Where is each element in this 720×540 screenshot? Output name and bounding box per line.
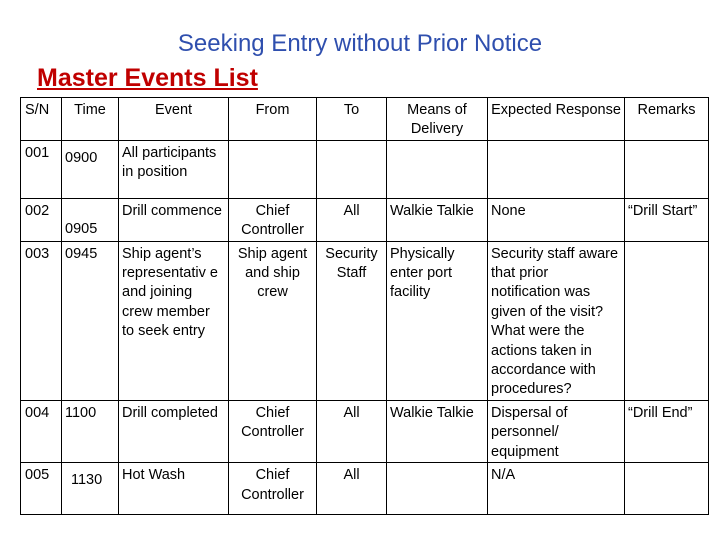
table-row	[21, 400, 709, 462]
cell-time: 1130	[62, 463, 119, 515]
section-title: Master Events List	[37, 64, 258, 92]
cell-means	[387, 463, 488, 515]
cell-means: Walkie Talkie	[387, 198, 488, 241]
cell-time: 0945	[62, 241, 119, 400]
cell-event: All participants in position	[119, 140, 229, 198]
cell-sn: 001	[21, 140, 62, 198]
cell-response	[488, 140, 625, 198]
header-time: Time	[62, 98, 119, 141]
cell-sn: 003	[21, 241, 62, 400]
cell-time: 1100	[62, 400, 119, 462]
header-remarks: Remarks	[625, 98, 709, 141]
cell-time: 0900	[62, 140, 119, 198]
cell-from	[229, 140, 317, 198]
cell-from: Chief Controller	[229, 198, 317, 241]
header-means: Means of Delivery	[387, 98, 488, 141]
table-header-row	[21, 98, 709, 141]
cell-to: All	[317, 198, 387, 241]
cell-sn: 002	[21, 198, 62, 241]
cell-sn: 005	[21, 463, 62, 515]
cell-remarks	[625, 140, 709, 198]
cell-from: Ship agent and ship crew	[229, 241, 317, 400]
cell-event: Ship agent’s representativ e and joining crew member to seek entry	[119, 241, 229, 400]
cell-response: Security staff aware that prior notification was given of the visit? What were the actions taken in accordance with procedures?	[488, 241, 625, 400]
cell-response: N/A	[488, 463, 625, 515]
cell-to	[317, 140, 387, 198]
cell-means: Walkie Talkie	[387, 400, 488, 462]
cell-to: All	[317, 400, 387, 462]
cell-from: Chief Controller	[229, 463, 317, 515]
cell-event: Hot Wash	[119, 463, 229, 515]
header-event: Event	[119, 98, 229, 141]
table-row	[21, 140, 709, 198]
table-row	[21, 463, 709, 515]
cell-to: Security Staff	[317, 241, 387, 400]
cell-from: Chief Controller	[229, 400, 317, 462]
cell-means	[387, 140, 488, 198]
cell-remarks	[625, 463, 709, 515]
cell-to: All	[317, 463, 387, 515]
cell-event: Drill commence	[119, 198, 229, 241]
cell-event: Drill completed	[119, 400, 229, 462]
table-row	[21, 241, 709, 400]
cell-response: None	[488, 198, 625, 241]
page-title: Seeking Entry without Prior Notice	[177, 30, 543, 57]
cell-sn: 004	[21, 400, 62, 462]
cell-remarks: “Drill End”	[625, 400, 709, 462]
cell-response: Dispersal of personnel/ equipment	[488, 400, 625, 462]
table-row	[21, 198, 709, 241]
header-from: From	[229, 98, 317, 141]
cell-remarks: “Drill Start”	[625, 198, 709, 241]
cell-means: Physically enter port facility	[387, 241, 488, 400]
header-sn: S/N	[21, 98, 62, 141]
master-events-table	[20, 97, 709, 515]
header-to: To	[317, 98, 387, 141]
cell-time: 0905	[62, 198, 119, 241]
cell-remarks	[625, 241, 709, 400]
header-response: Expected Response	[488, 98, 625, 141]
